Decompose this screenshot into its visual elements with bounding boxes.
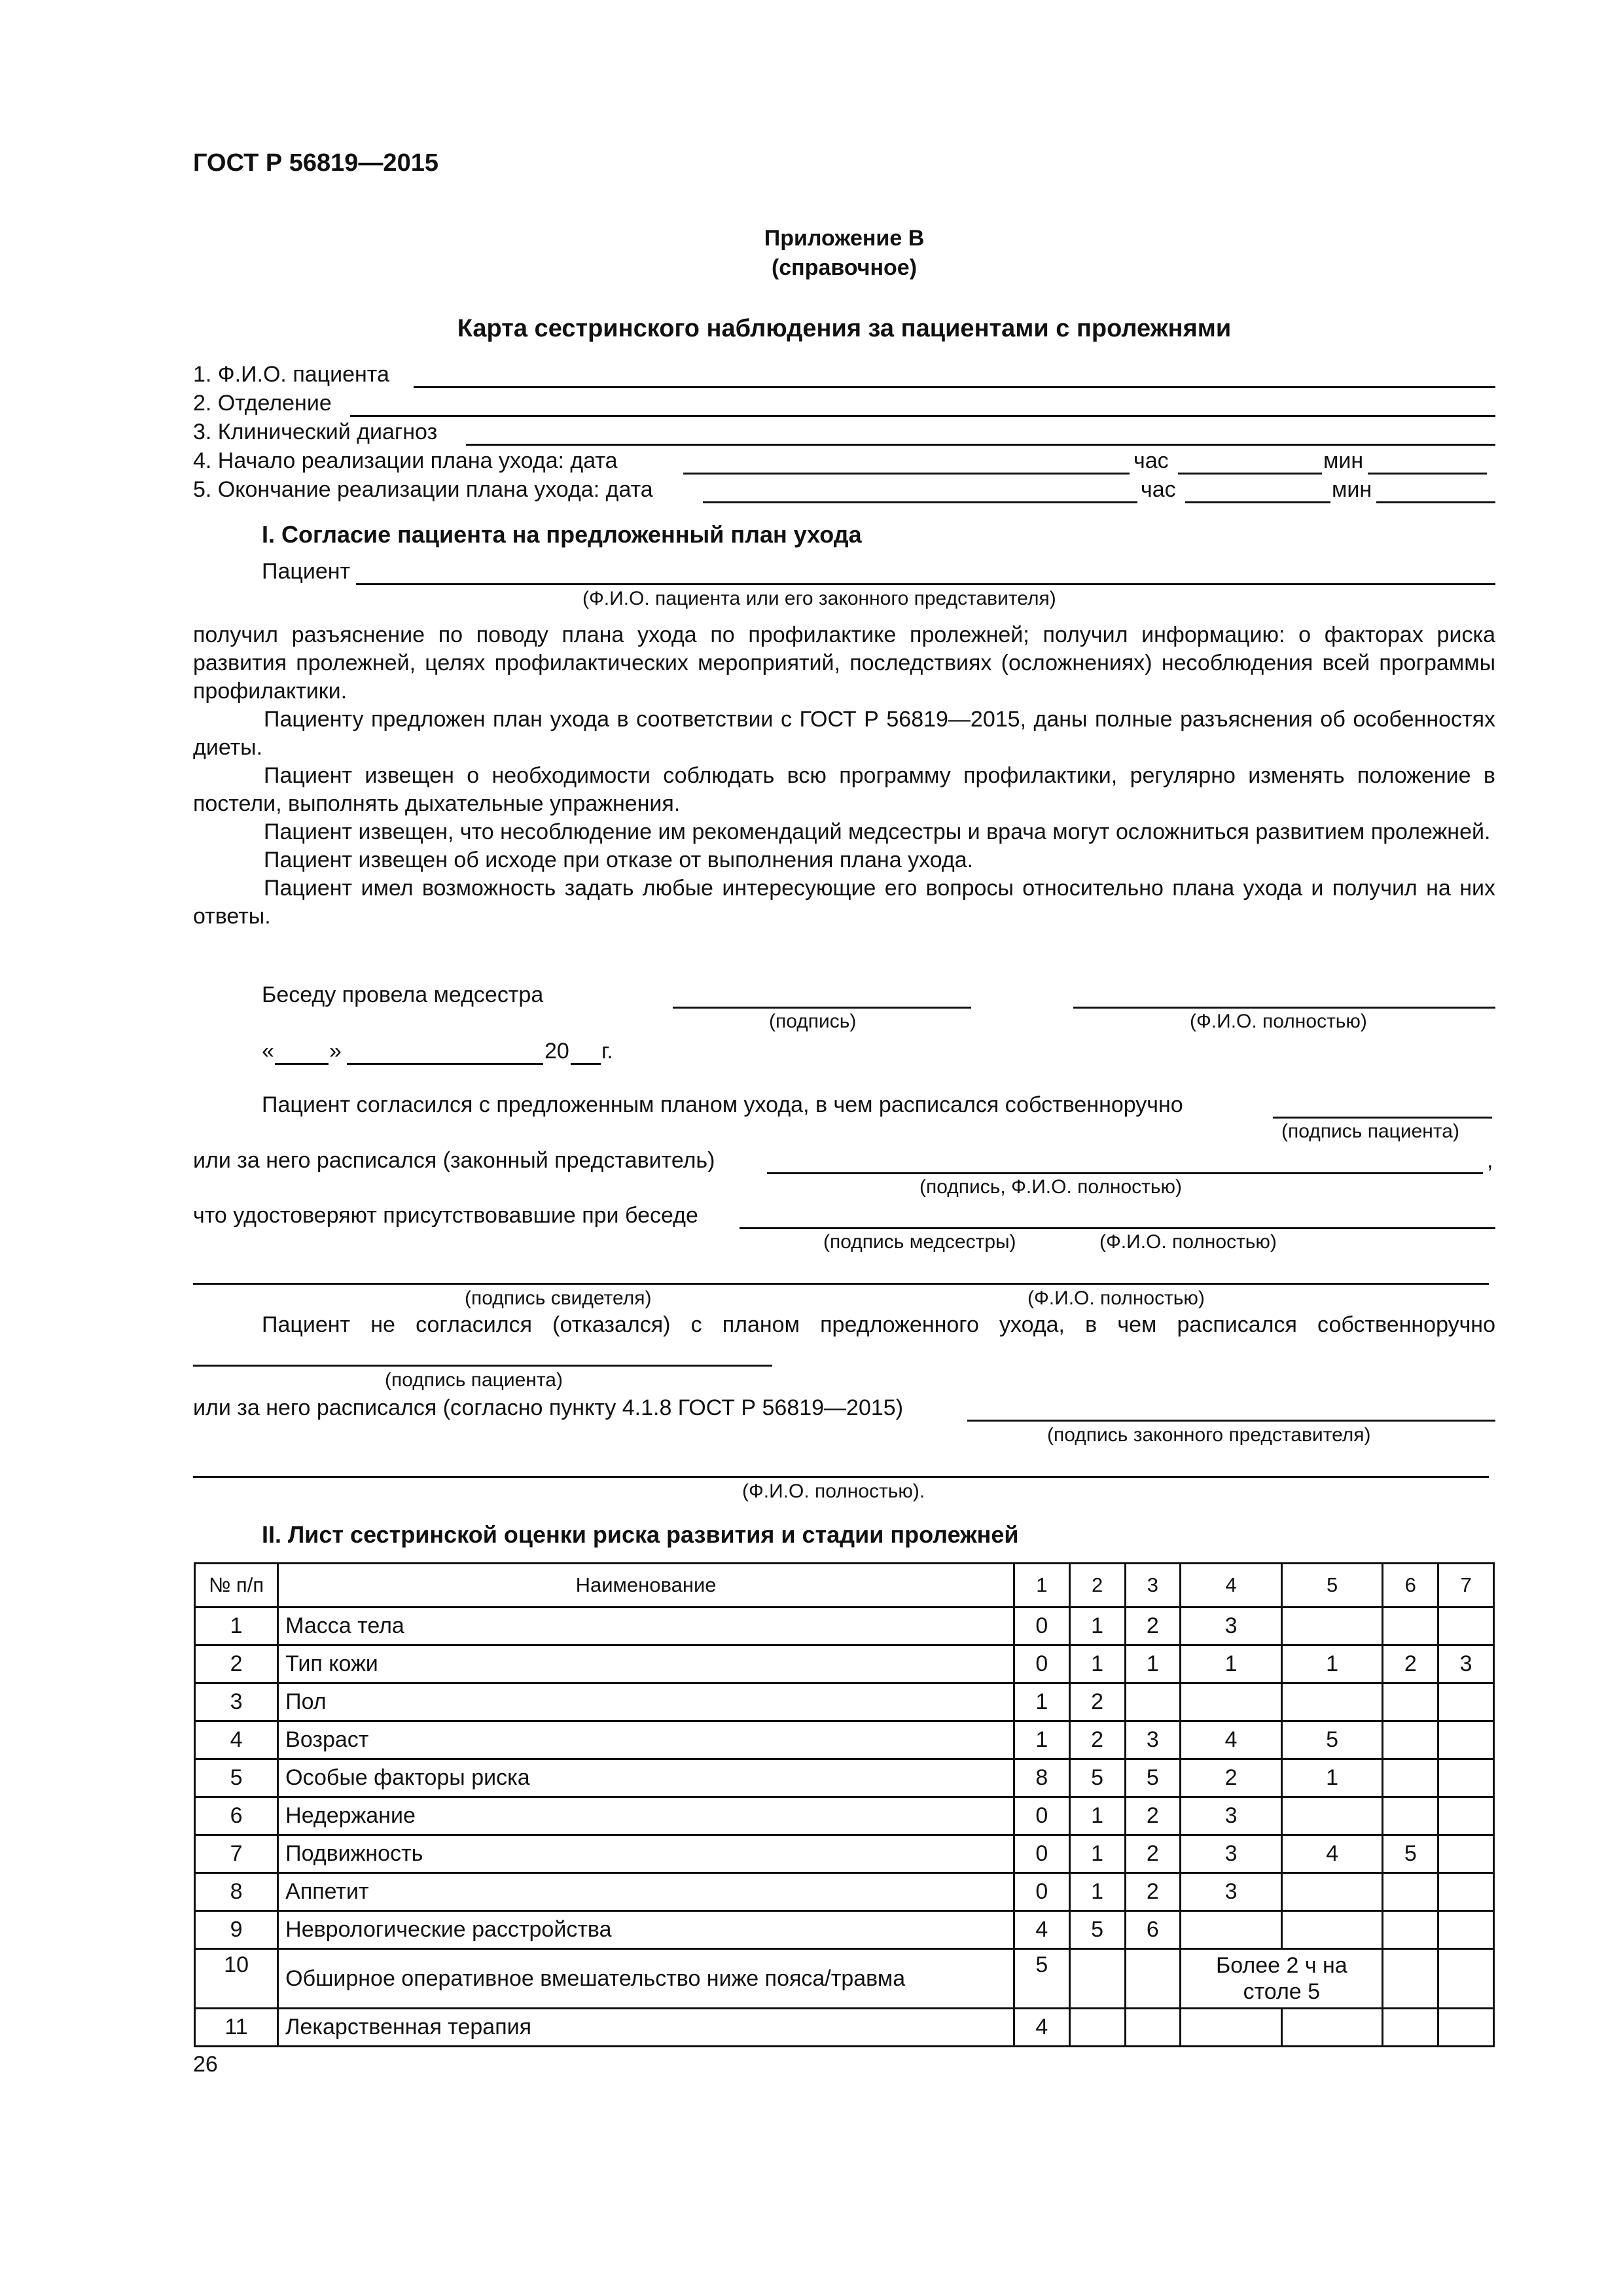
table-row [195,1645,1494,1683]
header-cell: 4 [1181,1564,1282,1607]
header-cell: 7 [1438,1564,1494,1607]
table-cell: 3 [1181,1873,1282,1911]
table-cell [1438,1683,1494,1721]
table-cell [1438,1911,1494,1949]
field-start-date-label: 4. Начало реализации плана ухода: дата [193,448,618,473]
field-patient-name-label: 1. Ф.И.О. пациента [193,362,389,387]
witnessed-text: что удостоверяют присутствовавшие при беседе [193,1203,698,1228]
table-cell: Тип кожи [278,1645,1014,1683]
table-cell: 5 [1014,1949,1069,2009]
caption-fio-full-3: (Ф.И.О. полностью) [1027,1287,1205,1309]
table-row [195,1683,1494,1721]
table-cell [1281,1911,1383,1949]
header-cell: № п/п [195,1564,278,1607]
refused-text: Пациент не согласился (отказался) с планом предложенного ухода, в чем расписался собственноручно [262,1312,1495,1337]
section-1-title: I. Согласие пациента на предложенный план ухода [262,521,862,548]
table-cell [1281,2009,1383,2047]
legal-rep-fio-line[interactable] [193,1476,1489,1478]
header-cell: 2 [1069,1564,1125,1607]
table-cell: 1 [1069,1873,1125,1911]
field-end-min-label: мин [1332,477,1372,502]
table-row [195,1759,1494,1797]
table-row [195,1949,1494,2009]
table-row [195,1911,1494,1949]
field-diagnosis-line[interactable] [466,444,1495,446]
date-g: г. [601,1039,613,1064]
table-cell [1383,1683,1438,1721]
patient-agreed-text: Пациент согласился с предложенным планом ухода, в чем расписался собственноручно [262,1092,1183,1117]
table-cell [1069,2009,1125,2047]
table-cell [1438,1949,1494,2009]
patient-line[interactable] [356,583,1495,585]
table-cell: 2 [1125,1797,1181,1835]
per-clause-text: или за него расписался (согласно пункту 4.1.8 ГОСТ Р 56819—2015) [193,1395,904,1420]
table-cell: 2 [195,1645,278,1683]
appendix-subtitle: (справочное) [771,255,918,280]
caption-nurse-signature: (подпись медсестры) [823,1231,1016,1253]
caption-signature: (подпись) [769,1011,857,1032]
table-cell [1438,1835,1494,1873]
table-cell [1281,1873,1383,1911]
table-cell: 6 [1125,1911,1181,1949]
table-cell: 1 [1069,1835,1125,1873]
table-cell [1438,1607,1494,1645]
table-cell: 0 [1014,1797,1069,1835]
table-cell [1125,2009,1181,2047]
field-department-line[interactable] [350,415,1495,417]
paragraph-4: Пациент извещен, что несоблюдение им рекомендаций медсестры и врача могут осложниться развитием пролежней. [264,819,1491,844]
field-end-date-line[interactable] [703,501,1137,503]
witness-signature-line[interactable] [193,1283,1489,1285]
field-end-date-label: 5. Окончание реализации плана ухода: дата [193,477,653,502]
table-cell [1281,1607,1383,1645]
header-cell: Наименование [278,1564,1014,1607]
table-cell: 4 [1281,1835,1383,1873]
table-cell: 2 [1125,1873,1181,1911]
patient-caption: (Ф.И.О. пациента или его законного представителя) [582,588,1056,609]
risk-assessment-table [194,1562,1495,2047]
header-cell: 3 [1125,1564,1181,1607]
caption-fio-full-dot: (Ф.И.О. полностью). [742,1480,925,1502]
table-cell: 5 [195,1759,278,1797]
table-cell: 3 [1181,1607,1282,1645]
table-cell: Обширное оперативное вмешательство ниже пояса/травма [278,1949,1014,2009]
table-cell: 5 [1281,1721,1383,1759]
paragraph-6: Пациент имел возможность задать любые интересующие его вопросы относительно плана ухода и получил на них ответы. [193,876,1495,929]
nurse-signature-line[interactable] [673,1007,971,1009]
table-cell: 1 [1181,1645,1282,1683]
table-cell [1383,1721,1438,1759]
table-cell: 8 [1014,1759,1069,1797]
table-cell: 11 [195,2009,278,2047]
witness-nurse-line[interactable] [740,1227,1495,1229]
comma: , [1487,1148,1493,1173]
date-year-line[interactable] [571,1063,601,1065]
nurse-label: Беседу провела медсестра [262,982,544,1007]
table-cell: 1 [1069,1797,1125,1835]
table-cell: Лекарственная терапия [278,2009,1014,2047]
table-row [195,1607,1494,1645]
table-cell: Аппетит [278,1873,1014,1911]
field-start-min-line[interactable] [1368,473,1487,475]
date-day-line[interactable] [275,1063,329,1065]
consent-paragraphs [193,621,1495,931]
table-cell: 9 [195,1911,278,1949]
table-cell: Недержание [278,1797,1014,1835]
table-cell: 3 [1181,1835,1282,1873]
table-cell: 8 [195,1873,278,1911]
table-cell [1181,2009,1282,2047]
date-close-quote: » [329,1039,342,1064]
table-cell: 4 [1014,1911,1069,1949]
table-cell: Неврологические расстройства [278,1911,1014,1949]
table-cell: 2 [1181,1759,1282,1797]
table-cell: Особые факторы риска [278,1759,1014,1797]
table-cell: 1 [1125,1645,1181,1683]
table-cell: 1 [1014,1721,1069,1759]
field-department-label: 2. Отделение [193,391,332,416]
field-start-hour-label: час [1133,448,1169,473]
section-2-title: II. Лист сестринской оценки риска развития и стадии пролежней [262,1521,1019,1548]
date-open-quote: « [262,1039,274,1064]
table-cell: Возраст [278,1721,1014,1759]
caption-patient-signature: (подпись пациента) [1281,1121,1459,1142]
table-cell: 1 [1281,1759,1383,1797]
field-patient-name-line[interactable] [414,386,1495,388]
table-cell: 3 [195,1683,278,1721]
table-cell: 3 [1438,1645,1494,1683]
field-diagnosis-label: 3. Клинический диагноз [193,420,438,444]
paragraph-2: Пациенту предложен план ухода в соответствии с ГОСТ Р 56819—2015, даны полные разъяснения об особенностях диеты. [193,707,1495,760]
table-row [195,1797,1494,1835]
table-cell: Масса тела [278,1607,1014,1645]
table-cell [1438,1797,1494,1835]
caption-witness-signature: (подпись свидетеля) [465,1287,652,1309]
refused-signature-line[interactable] [193,1365,772,1367]
table-row [195,1835,1494,1873]
document-title: Карта сестринского наблюдения за пациентами с пролежнями [457,315,1232,342]
table-cell: 0 [1014,1835,1069,1873]
table-cell: 0 [1014,1645,1069,1683]
paragraph-3: Пациент извещен о необходимости соблюдать всю программу профилактики, регулярно изменять положение в постели, выполнять дыхательные упражнения. [193,763,1495,816]
table-cell: 2 [1069,1683,1125,1721]
caption-patient-signature-2: (подпись пациента) [385,1369,563,1391]
table-cell: 4 [1014,2009,1069,2047]
table-cell [1125,1683,1181,1721]
appendix-title: Приложение В [764,226,925,251]
table-cell: Более 2 ч на столе 5 [1181,1949,1383,2009]
header-cell: 5 [1281,1564,1383,1607]
date-month-line[interactable] [347,1063,543,1065]
table-cell: 5 [1125,1759,1181,1797]
date-year-prefix: 20 [544,1039,569,1064]
caption-fio-full: (Ф.И.О. полностью) [1190,1011,1367,1032]
table-cell: Подвижность [278,1835,1014,1873]
table-cell: 2 [1383,1645,1438,1683]
standard-header: ГОСТ Р 56819—2015 [193,149,438,177]
table-cell: 5 [1069,1911,1125,1949]
table-row [195,1721,1494,1759]
table-row [195,1873,1494,1911]
field-end-hour-line[interactable] [1185,501,1330,503]
table-cell [1438,1759,1494,1797]
table-cell: 0 [1014,1873,1069,1911]
field-start-hour-line[interactable] [1178,473,1322,475]
table-cell: 1 [1014,1683,1069,1721]
nurse-fio-line[interactable] [1073,1007,1495,1009]
table-cell [1181,1683,1282,1721]
table-cell: 2 [1069,1721,1125,1759]
table-cell [1438,2009,1494,2047]
field-end-min-line[interactable] [1376,501,1495,503]
table-cell [1125,1949,1181,2009]
table-cell: 0 [1014,1607,1069,1645]
table-cell [1181,1911,1282,1949]
table-cell [1383,1797,1438,1835]
paragraph-5: Пациент извещен об исходе при отказе от выполнения плана ухода. [264,848,974,872]
table-cell: 2 [1125,1607,1181,1645]
table-cell: 1 [1069,1607,1125,1645]
table-cell [1281,1683,1383,1721]
table-cell: 4 [195,1721,278,1759]
table-cell [1383,1873,1438,1911]
table-cell: 3 [1181,1797,1282,1835]
field-start-min-label: мин [1323,448,1364,473]
table-cell [1383,1911,1438,1949]
table-cell: 3 [1125,1721,1181,1759]
header-cell: 6 [1383,1564,1438,1607]
table-cell: 1 [1281,1645,1383,1683]
table-cell [1438,1873,1494,1911]
table-cell [1383,2009,1438,2047]
patient-label: Пациент [262,559,351,584]
table-cell: 5 [1383,1835,1438,1873]
patient-agreed-signature-line[interactable] [1273,1117,1492,1119]
table-cell: 1 [195,1607,278,1645]
table-cell [1383,1949,1438,2009]
table-cell: 2 [1125,1835,1181,1873]
table-cell: Пол [278,1683,1014,1721]
table-cell [1383,1607,1438,1645]
table-cell: 4 [1181,1721,1282,1759]
table-cell [1383,1759,1438,1797]
table-cell: 6 [195,1797,278,1835]
table-cell: 10 [195,1949,278,2009]
field-end-hour-label: час [1141,477,1176,502]
page-number: 26 [193,2052,218,2077]
field-start-date-line[interactable] [683,473,1130,475]
table-cell: 5 [1069,1759,1125,1797]
table-cell [1281,1797,1383,1835]
legal-rep-signature-line[interactable] [967,1420,1495,1422]
representative-signature-line[interactable] [767,1172,1483,1174]
caption-legal-rep: (подпись законного представителя) [1047,1424,1371,1446]
representative-signed-text: или за него расписался (законный представитель) [193,1148,715,1173]
table-row [195,2009,1494,2047]
table-header-row [195,1564,1494,1607]
paragraph-1: получил разъяснение по поводу плана ухода по профилактике пролежней; получил информацию: о факторах риска развития пролежней, целях профилактических мероприятий, последствиях (осложнениях) несоблюдения всей программы профилактики. [193,622,1495,704]
table-cell [1438,1721,1494,1759]
caption-fio-full-2: (Ф.И.О. полностью) [1099,1231,1277,1253]
table-cell [1069,1949,1125,2009]
table-cell: 1 [1069,1645,1125,1683]
table-cell: 7 [195,1835,278,1873]
header-cell: 1 [1014,1564,1069,1607]
caption-signature-fio: (подпись, Ф.И.О. полностью) [919,1176,1183,1198]
